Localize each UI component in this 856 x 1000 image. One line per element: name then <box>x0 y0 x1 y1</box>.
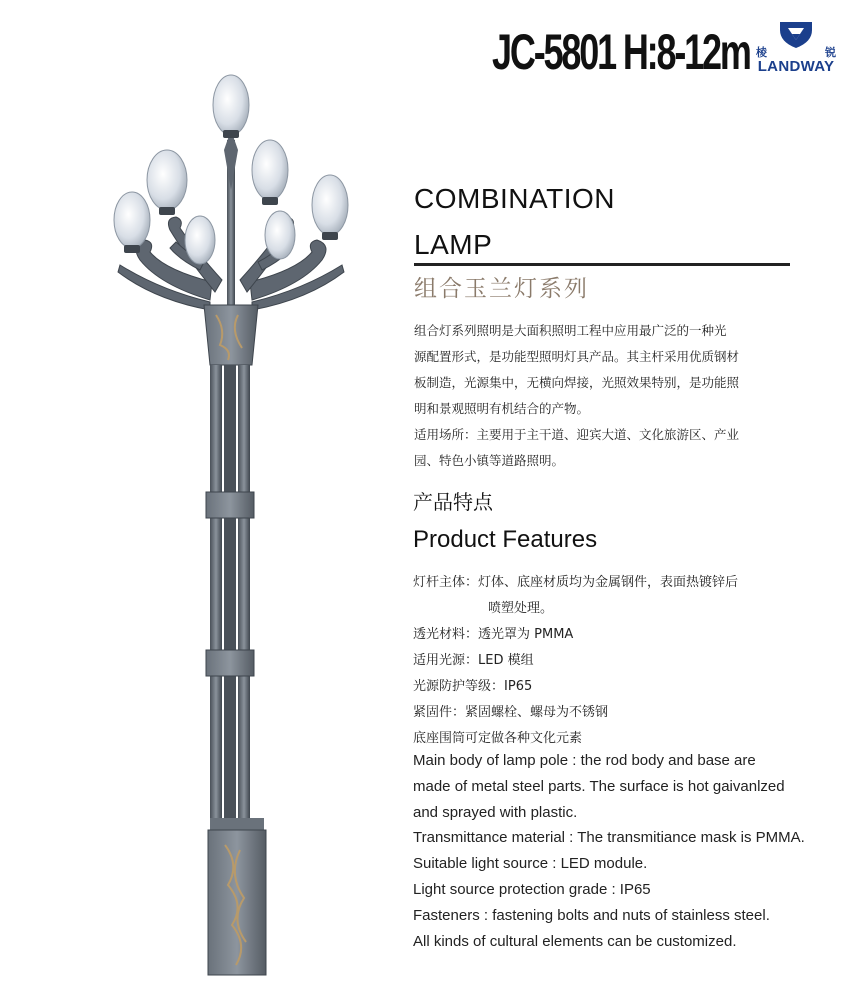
spec-label: 适用光源： <box>413 653 479 668</box>
product-title-en <box>414 176 615 268</box>
spec-row <box>413 596 843 622</box>
logo-cn-right: 锐 <box>825 46 836 59</box>
features-heading-en: Product Features <box>413 526 598 553</box>
spec-list-en <box>413 748 853 954</box>
spec-value: 底座围筒可定做各种文化元素 <box>413 731 583 746</box>
model-title: JC-5801 H:8-12m <box>492 24 750 80</box>
logo-en-text: LANDWAY <box>757 58 835 75</box>
spec-en-line: Light source protection grade : IP65 <box>413 880 651 898</box>
spec-label: 灯杆主体： <box>413 575 479 590</box>
spec-row <box>413 700 843 726</box>
spec-label: 透光材料： <box>413 627 479 642</box>
spec-list-cn <box>413 570 843 752</box>
spec-en-line: and sprayed with plastic. <box>413 803 578 821</box>
street-lamp-illustration <box>100 60 380 980</box>
spec-value: LED 模组 <box>478 653 534 668</box>
spec-en-line: made of metal steel parts. The surface is hot gaivanlzed <box>413 777 785 795</box>
intro-line: 组合灯系列照明是大面积照明工程中应用最广泛的一种光 <box>414 323 727 338</box>
spec-value: IP65 <box>504 679 533 694</box>
features-heading-cn: 产品特点 <box>413 490 493 514</box>
spec-value: 透光罩为 PMMA <box>478 627 574 642</box>
spec-label: 光源防护等级： <box>413 679 505 694</box>
spec-en-line: Transmittance material : The transmitiance mask is PMMA. <box>413 829 805 847</box>
logo-cn-left: 棱 <box>756 46 767 59</box>
spec-row <box>413 622 843 648</box>
intro-line: 明和景观照明有机结合的产物。 <box>414 401 590 416</box>
product-title-cn: 组合玉兰灯系列 <box>414 276 589 302</box>
spec-row <box>413 570 843 596</box>
spec-value: 喷塑处理。 <box>488 601 554 616</box>
intro-line: 园、特色小镇等道路照明。 <box>414 453 565 468</box>
spec-en-line: Fasteners : fastening bolts and nuts of stainless steel. <box>413 906 770 924</box>
spec-label: 紧固件： <box>413 705 466 720</box>
intro-line: 适用场所：主要用于主干道、迎宾大道、文化旅游区、产业 <box>414 427 740 442</box>
spec-value: 紧固螺栓、螺母为不锈钢 <box>465 705 609 720</box>
spec-en-line: Suitable light source : LED module. <box>413 855 648 873</box>
spec-row <box>413 674 843 700</box>
intro-line: 板制造，光源集中，无横向焊接，光照效果特别，是功能照 <box>414 375 740 390</box>
intro-paragraph <box>414 318 814 474</box>
brand-logo <box>750 20 842 76</box>
spec-en-line: Main body of lamp pole : the rod body and base are <box>413 752 756 769</box>
intro-line: 源配置形式，是功能型照明灯具产品。其主杆采用优质钢材 <box>414 349 740 364</box>
title-divider <box>414 263 790 266</box>
title-line-2: LAMP <box>414 229 493 260</box>
spec-row <box>413 648 843 674</box>
spec-value: 灯体、底座材质均为金属钢件，表面热镀锌后 <box>478 575 739 590</box>
title-line-1: COMBINATION <box>414 183 615 214</box>
spec-en-line: All kinds of cultural elements can be customized. <box>413 932 737 950</box>
